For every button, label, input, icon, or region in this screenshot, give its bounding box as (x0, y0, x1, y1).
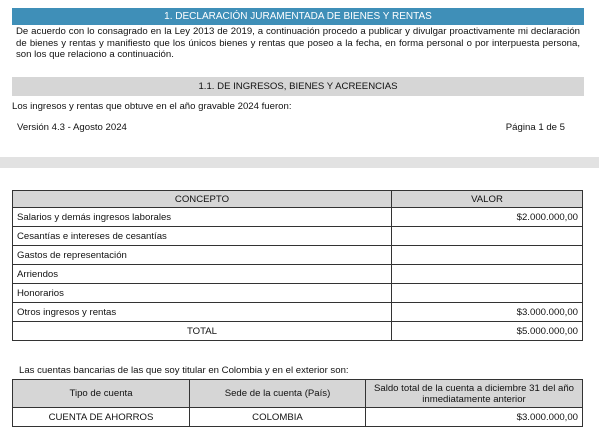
table-row (13, 246, 583, 265)
table-row (13, 284, 583, 303)
income-value (392, 284, 583, 303)
accounts-intro-text: Las cuentas bancarias de las que soy titular en Colombia y en el exterior son: (19, 365, 349, 376)
table-row (13, 208, 583, 227)
income-value (392, 246, 583, 265)
section-intro-paragraph: De acuerdo con lo consagrado en la Ley 2013 de 2019, a continuación procedo a publicar y divulgar proactivamente mi declaración de bienes y rentas y manifiesto que los únicos bienes y rentas que poseo a la fecha, en forma personal o por interpuesta persona, son los que relaciono a continuación. (16, 26, 580, 61)
header-concepto: CONCEPTO (13, 191, 392, 208)
account-type: CUENTA DE AHORROS (13, 408, 190, 427)
header-account-balance: Saldo total de la cuenta a diciembre 31 del año inmediatamente anterior (366, 380, 583, 408)
income-concept: Arriendos (13, 265, 392, 284)
income-concept: Gastos de representación (13, 246, 392, 265)
table-row (13, 227, 583, 246)
header-account-type: Tipo de cuenta (13, 380, 190, 408)
income-value: $3.000.000,00 (392, 303, 583, 322)
subsection-title: 1.1. DE INGRESOS, BIENES Y ACREENCIAS (12, 77, 584, 96)
income-value (392, 265, 583, 284)
account-country: COLOMBIA (190, 408, 366, 427)
header-account-country: Sede de la cuenta (País) (190, 380, 366, 408)
section-title: 1. DECLARACIÓN JURAMENTADA DE BIENES Y RENTAS (12, 8, 584, 25)
header-valor: VALOR (392, 191, 583, 208)
income-table-header-row (13, 191, 583, 208)
bank-accounts-table (12, 379, 583, 427)
table-row (13, 303, 583, 322)
page-number: Página 1 de 5 (505, 122, 565, 133)
document-version: Versión 4.3 - Agosto 2024 (17, 122, 127, 133)
income-concept: Cesantías e intereses de cesantías (13, 227, 392, 246)
total-label: TOTAL (13, 322, 392, 341)
table-row (13, 265, 583, 284)
accounts-table-header-row (13, 380, 583, 408)
income-table (12, 190, 583, 341)
income-concept: Honorarios (13, 284, 392, 303)
income-value (392, 227, 583, 246)
income-value: $2.000.000,00 (392, 208, 583, 227)
income-intro-text: Los ingresos y rentas que obtuve en el año gravable 2024 fueron: (12, 101, 292, 112)
page-break-divider (0, 157, 599, 168)
table-row (13, 408, 583, 427)
total-value: $5.000.000,00 (392, 322, 583, 341)
account-balance: $3.000.000,00 (366, 408, 583, 427)
income-concept: Salarios y demás ingresos laborales (13, 208, 392, 227)
total-row (13, 322, 583, 341)
income-concept: Otros ingresos y rentas (13, 303, 392, 322)
